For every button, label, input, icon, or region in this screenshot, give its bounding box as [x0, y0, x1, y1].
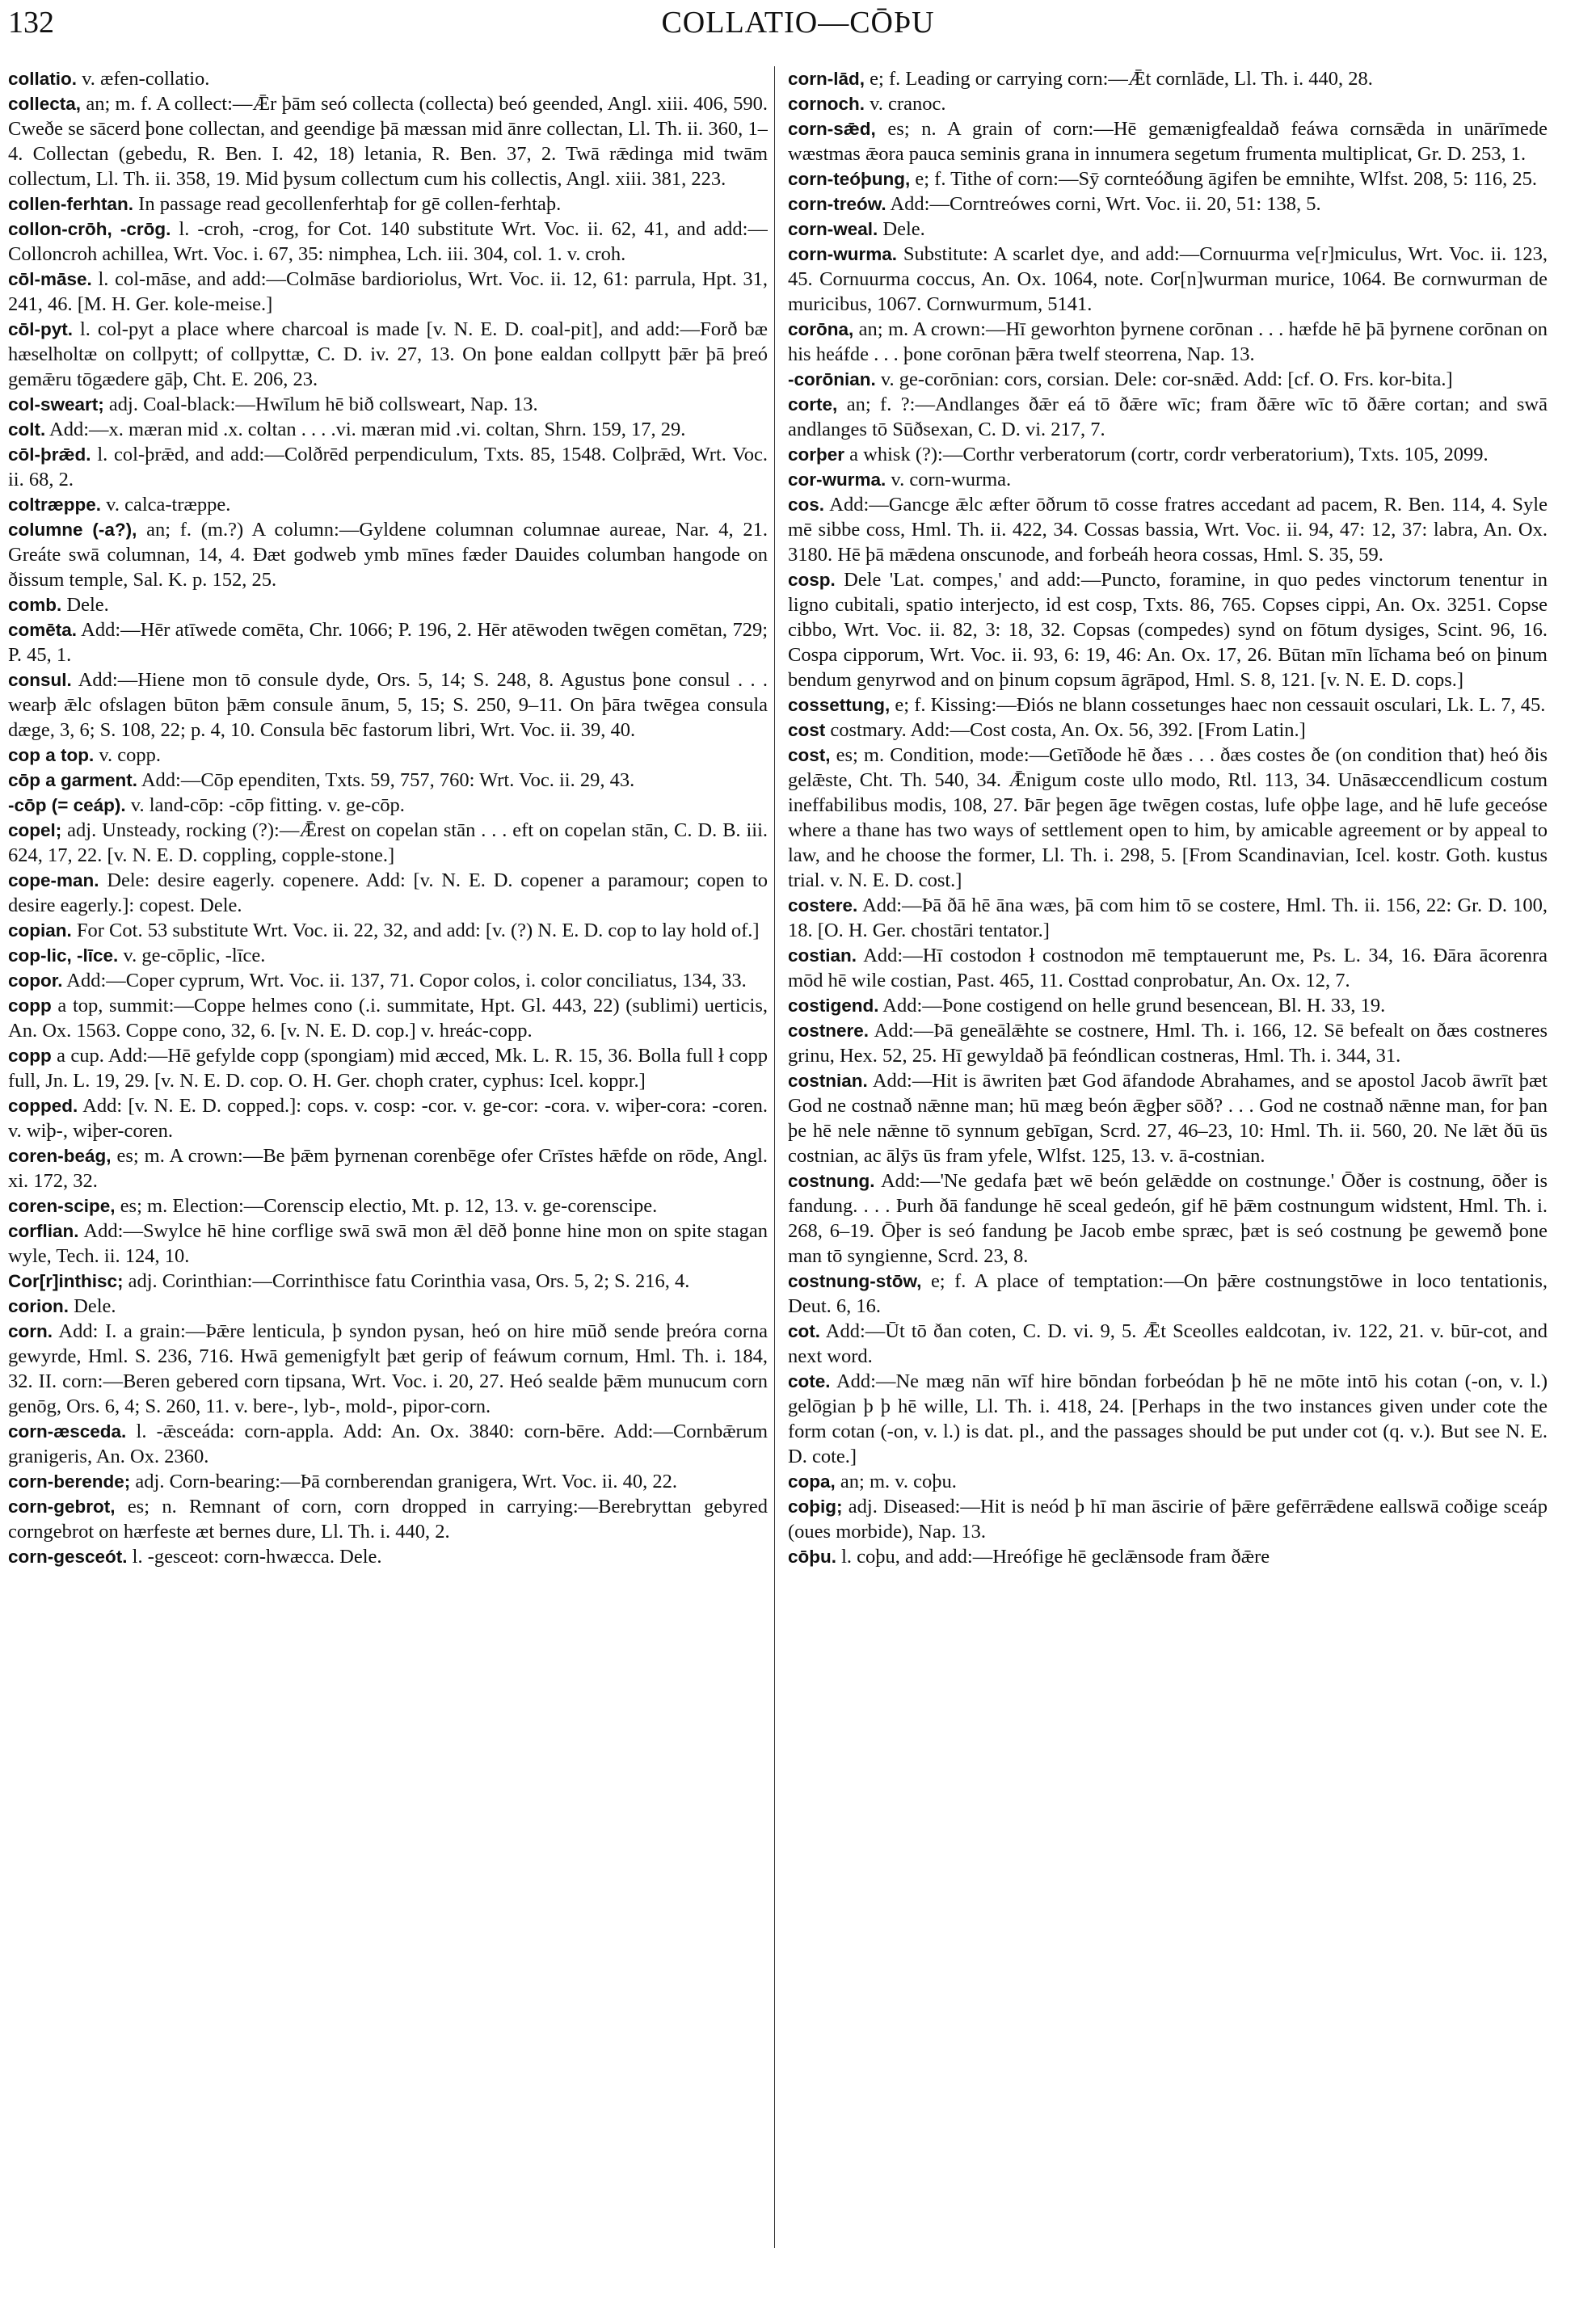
- entry-definition: Add:—Þā geneālǣhte se costnere, Hml. Th. i. 166, 12. Sē befealt on ðæs costneres grinu, Hex. 52, 25. Hī gewyldað þā feóndlican costneras, Hml. Th. i. 344, 31.: [788, 1020, 1548, 1067]
- entry-headword: corn-gesceót.: [8, 1547, 128, 1567]
- entry-headword: cost: [788, 720, 826, 740]
- dictionary-entry: [788, 993, 1548, 1018]
- entry-definition: costmary. Add:—Cost costa, An. Ox. 56, 392. [From Latin.]: [830, 719, 1306, 741]
- dictionary-entry: [788, 116, 1548, 166]
- entry-definition: adj. Corinthian:—Corrinthisce fatu Corinthia vasa, Ors. 5, 2; S. 216, 4.: [128, 1270, 690, 1292]
- dictionary-entry: [788, 1469, 1548, 1494]
- entry-definition: In passage read gecollenferhtaþ for gē collen-ferhtaþ.: [138, 193, 562, 215]
- entry-headword: columne (-a?),: [8, 520, 137, 540]
- entry-definition: e; f. A place of temptation:—On þǣre costnungstōwe in loco tentationis, Deut. 6, 16.: [788, 1270, 1548, 1317]
- entry-headword: corn-æsceda.: [8, 1421, 127, 1442]
- entry-headword: corflian.: [8, 1221, 79, 1241]
- entry-headword: colt.: [8, 419, 46, 440]
- entry-definition: Dele: desire eagerly. copenere. Add: [v. N. E. D. copener a paramour; copen to desire eagerly.]: copest. Dele.: [8, 869, 768, 916]
- dictionary-entry: [8, 793, 768, 818]
- dictionary-entry: [8, 1219, 768, 1269]
- entry-headword: cote.: [788, 1371, 831, 1391]
- entry-definition: l. -gesceot: corn-hwæcca. Dele.: [132, 1546, 382, 1568]
- entry-headword: costigend.: [788, 996, 879, 1016]
- entry-headword: cōl-þrǣd.: [8, 444, 91, 465]
- entry-headword: Cor[r]inthisc;: [8, 1271, 124, 1291]
- entry-headword: corn-teóþung,: [788, 169, 911, 189]
- entry-definition: Dele 'Lat. compes,' and add:—Puncto, foramine, in quo pedes vinctorum tenentur in ligno cubitali, spatio interjecto, id est cosp, Txts. 86, 765. Copses cippi, An. Ox. 3251. Copse cibbo, Wrt. Voc. ii. 82, 3: 18, 32. Copsas (compedes) synd on fōtum dysiges, Scint. 96, 16. Cospa cipporum, Wrt. Voc. ii. 93, 6: 19, 46: An. Ox. 17, 26. Būtan mīn līchama beó on þinum bendum genyrwod and on þinum copsum āgrāpod, Hml. S. 8, 121. [v. N. E. D. cops.]: [788, 569, 1548, 691]
- dictionary-entry: [788, 692, 1548, 718]
- entry-definition: Add:—Hit is āwriten þæt God āfandode Abrahames, and se apostol Jacob āwrīt þæt God ne costnað nǣnne man; hū mæg beón ǣgþer sōð? . . . God ne costnað nǣnne man, for þan þe hē nele nǣnne tō synnum gebīgan, Scrd. 27, 46–23, 10: Hml. Th. ii. 560, 20. Ne lǣt ðū ūs costnian, ac ālȳs ūs fram yfele, Wlfst. 125, 13. v. ā-costnian.: [788, 1070, 1548, 1167]
- dictionary-entry: [788, 317, 1548, 367]
- entry-definition: l. col-pyt a place where charcoal is made [v. N. E. D. coal-pit], and add:—Forð bæ hæselholtæ on collpytt; of collpyttæ, C. D. iv. 27, 13. On þone ealdan collpytt þǣr þā þreó gemǣru tōgædere gāþ, Cht. E. 206, 23.: [8, 318, 768, 390]
- entry-headword: consul.: [8, 670, 72, 690]
- entry-headword: cōl-māse.: [8, 269, 92, 289]
- entry-definition: v. æfen-collatio.: [82, 68, 210, 90]
- entry-headword: costere.: [788, 895, 858, 916]
- entry-headword: cost,: [788, 745, 831, 765]
- dictionary-entry: [8, 818, 768, 868]
- entry-definition: Add:—Gancge ǣlc æfter ōðrum tō cosse fratres accedant ad pacem, R. Ben. 114, 4. Syle mē sibbe coss, Hml. Th. ii. 422, 34. Cossas bassia, Wrt. Voc. ii. 94, 47: 12, 37: labra, An. Ox. 3180. Hē þā mǣdena onscunode, and forbeáh heora cossas, Hml. S. 35, 59.: [788, 494, 1548, 566]
- dictionary-entry: [8, 768, 768, 793]
- dictionary-entry: [8, 1469, 768, 1494]
- dictionary-entry: [8, 442, 768, 492]
- entry-headword: copor.: [8, 970, 63, 991]
- dictionary-entry: [788, 1319, 1548, 1369]
- left-column: [8, 66, 768, 2296]
- entry-headword: corion.: [8, 1296, 69, 1316]
- right-column: [788, 66, 1548, 2296]
- dictionary-entry: [8, 1494, 768, 1544]
- entry-headword: coren-beág,: [8, 1146, 112, 1166]
- dictionary-entry: [788, 367, 1548, 392]
- entry-headword: cot.: [788, 1321, 821, 1341]
- dictionary-entry: [788, 567, 1548, 692]
- dictionary-entry: [8, 66, 768, 91]
- entry-definition: v. corn-wurma.: [891, 469, 1012, 490]
- entry-headword: comb.: [8, 595, 62, 615]
- page-number: 132: [8, 6, 54, 40]
- entry-definition: adj. Corn-bearing:—Þā cornberendan granigera, Wrt. Voc. ii. 40, 22.: [135, 1471, 677, 1492]
- entry-definition: es; m. Condition, mode:—Getīðode hē ðæs . . . ðæs costes ðe (on condition that) heó ðis gelǣste, Cht. Th. 540, 34. Ǣnigum coste ullo modo, Rtl. 113, 34. Unāsæccendlicum costum ineffabilibus modis, 108, 27. Þār þegen āge twēgen costas, lufe oþþe lage, and hē lufe geceóse where a thane has two ways of settlement open to him, by amicable agreement or by appeal to law, and he choose the former, Ll. Th. i. 298, 5. [From Scandinavian, Icel. kostr. Goth. kustus trial. v. N. E. D. cost.]: [788, 744, 1548, 891]
- entry-headword: costnung-stōw,: [788, 1271, 922, 1291]
- entry-headword: cop-lic, -līce.: [8, 945, 119, 966]
- dictionary-entry: [8, 1419, 768, 1469]
- entry-definition: Add:—Coper cyprum, Wrt. Voc. ii. 137, 71. Copor colos, i. color conciliatus, 134, 33.: [66, 970, 747, 991]
- dictionary-entry: [788, 1018, 1548, 1068]
- entry-headword: -cōp (= ceáp).: [8, 795, 126, 815]
- entry-definition: Add:—Hī costodon ł costnodon mē temptauerunt me, Ps. L. 34, 16. Ðāra ācorenra mōd hē wile costian, Past. 465, 11. Costtad conprobatur, An. Ox. 12, 7.: [788, 945, 1548, 991]
- entry-headword: copian.: [8, 920, 72, 941]
- entry-definition: Add:—Ūt tō ðan coten, C. D. vi. 9, 5. Ǣt Sceolles ealdcotan, iv. 122, 21. v. būr-cot, and next word.: [788, 1320, 1548, 1367]
- dictionary-entry: [8, 91, 768, 192]
- entry-definition: Add: I. a grain:—Þǣre lenticula, þ syndon pysan, heó on hire mūð sende þreóra corna gewyrde, Hml. S. 236, 716. Hwā gemenigfylt þæt gerip of feáwum cornum, Hml. Th. i. 184, 32. II. corn:—Beren gebered corn tipsana, Wrt. Voc. i. 20, 27. Heó sealde þǣm munucum corn genōg, Ors. 6, 4; S. 260, 11. v. bere-, lyb-, mold-, pipor-corn.: [8, 1320, 768, 1417]
- entry-headword: corn-wurma.: [788, 244, 898, 264]
- entry-headword: collatio.: [8, 69, 78, 89]
- dictionary-entry: [8, 968, 768, 993]
- entry-definition: an; f. (m.?) A column:—Gyldene columnan columnae aureae, Nar. 4, 21. Greáte swā columnan, 14, 4. Ðæt godweb ymb mīnes fæder Dauides columban hangode on ðissum temple, Sal. K. p. 152, 25.: [8, 519, 768, 591]
- dictionary-entry: [8, 743, 768, 768]
- dictionary-entry: [788, 66, 1548, 91]
- dictionary-entry: [8, 317, 768, 392]
- entry-headword: corn.: [8, 1321, 53, 1341]
- dictionary-entry: [8, 943, 768, 968]
- dictionary-entry: [788, 1068, 1548, 1168]
- entry-headword: -corōnian.: [788, 369, 876, 389]
- dictionary-entry: [8, 1043, 768, 1093]
- entry-headword: costian.: [788, 945, 857, 966]
- entry-definition: l. col-þrǣd, and add:—Colðrēd perpendiculum, Txts. 85, 1548. Colþrǣd, Wrt. Voc. ii. 68, 2.: [8, 444, 768, 490]
- entry-definition: an; f. ?:—Andlanges ðǣr eá tō ðǣre wīc; fram ðǣre wīc tō ðǣre cortan; and swā andlanges tō Sūðsexan, C. D. vi. 217, 7.: [788, 394, 1548, 440]
- dictionary-entry: [788, 192, 1548, 217]
- dictionary-entry: [8, 517, 768, 592]
- entry-definition: an; m. v. coþu.: [840, 1471, 957, 1492]
- entry-definition: Add:—Cōp ependiten, Txts. 59, 757, 760: Wrt. Voc. ii. 29, 43.: [141, 769, 635, 791]
- dictionary-entry: [788, 893, 1548, 943]
- dictionary-entry: [788, 242, 1548, 317]
- entry-headword: copp: [8, 1046, 52, 1066]
- entry-headword: cop a top.: [8, 745, 95, 765]
- entry-headword: corn-sǣd,: [788, 119, 876, 139]
- dictionary-entry: [8, 993, 768, 1043]
- dictionary-entry: [8, 918, 768, 943]
- entry-headword: coltræppe.: [8, 495, 102, 515]
- entry-definition: Dele.: [882, 218, 925, 240]
- entry-definition: e; f. Kissing:—Ðiós ne blann cossetunges haec non cessauit osculari, Lk. L. 7, 45.: [895, 694, 1546, 716]
- entry-definition: Add:—Hiene mon tō consule dyde, Ors. 5, 14; S. 248, 8. Agustus þone consul . . . wearþ ǣlc ofslagen būton þǣm consule ānum, 5, 15; S. 250, 9–11. On þāra twēgea consula dæge, 3, 6; S. 108, 22; p. 4, 10. Consula bēc fastorum libri, Wrt. Voc. ii. 39, 40.: [8, 669, 768, 741]
- entry-definition: Substitute: A scarlet dye, and add:—Cornuurma ve[r]miculus, Wrt. Voc. ii. 123, 45. Cornuurma coccus, An. Ox. 1064, note. Cor[n]wurman murice, 1064. Be cornwurman de muricibus, 1067. Cornwurmum, 5141.: [788, 243, 1548, 315]
- entry-definition: an; m. f. A collect:—Ǣr þām seó collecta (collecta) beó geended, Angl. xiii. 406, 590. Cweðe se sācerd þone collectan, and geendige þā mæssan mid ānre collectan, Ll. Th. ii. 360, 1–4. Collectan (gebedu, R. Ben. I. 42, 18) letania, R. Ben. 37, 2. Twā rǣdinga mid twām collectum, Ll. Th. ii. 358, 19. Mid þysum collectum cum his collectis, Angl. xiii. 381, 223.: [8, 93, 768, 190]
- dictionary-entry: [8, 1544, 768, 1569]
- dictionary-entry: [8, 392, 768, 417]
- dictionary-entry: [8, 1269, 768, 1294]
- entry-definition: v. cranoc.: [870, 93, 946, 115]
- entry-headword: corn-lād,: [788, 69, 865, 89]
- entry-definition: es; n. A grain of corn:—Hē gemænigfealdað feáwa cornsǣda in unārīmede wæstmas ǣora pauca seminis grana in innumera segetum frumenta multiplicat, Gr. D. 253, 1.: [788, 118, 1548, 165]
- dictionary-entry: [8, 267, 768, 317]
- entry-definition: an; m. A crown:—Hī geworhton þyrnene corōnan . . . hæfde hē þā þyrnene corōnan on his heáfde . . . þone corōnan þǣra twelf steorrena, Nap. 13.: [788, 318, 1548, 365]
- entry-definition: es; n. Remnant of corn, corn dropped in carrying:—Berebryttan gebyred corngebrot on hærfeste æt bernes dure, Ll. Th. i. 440, 2.: [8, 1496, 768, 1543]
- dictionary-entry: [788, 392, 1548, 442]
- dictionary-entry: [8, 192, 768, 217]
- entry-headword: corþer: [788, 444, 845, 465]
- dictionary-entry: [8, 492, 768, 517]
- entry-headword: copel;: [8, 820, 62, 840]
- dictionary-entry: [788, 91, 1548, 116]
- entry-headword: collon-crōh, -crōg.: [8, 219, 171, 239]
- entry-definition: es; m. A crown:—Be þǣm þyrnenan corenbēge ofer Crīstes hǣfde on rōde, Angl. xi. 172, 32.: [8, 1145, 768, 1192]
- dictionary-entry: [788, 1269, 1548, 1319]
- dictionary-entry: [788, 166, 1548, 192]
- entry-definition: Add:—Hēr atīwede comēta, Chr. 1066; P. 196, 2. Hēr atēwoden twēgen comētan, 729; P. 45, 1.: [8, 619, 768, 666]
- entry-headword: cope-man.: [8, 870, 99, 890]
- entry-headword: corōna,: [788, 319, 854, 339]
- dictionary-entry: [8, 667, 768, 743]
- entry-headword: cos.: [788, 495, 825, 515]
- entry-headword: corn-weal.: [788, 219, 878, 239]
- entry-headword: copp: [8, 996, 52, 1016]
- entry-definition: adj. Unsteady, rocking (?):—Ǣrest on copelan stān . . . eft on copelan stān, C. D. B. iii. 624, 17, 22. [v. N. E. D. coppling, copple-stone.]: [8, 819, 768, 866]
- entry-definition: Add:—Swylce hē hine corflige swā swā mon ǣl dēð þonne hine mon on spite stagan wyle, Tech. ii. 124, 10.: [8, 1220, 768, 1267]
- entry-headword: cornoch.: [788, 94, 865, 114]
- entry-definition: adj. Diseased:—Hit is neód þ hī man āscirie of þǣre gefērrǣdene eallswā coðige sceáp (oues morbide), Nap. 13.: [788, 1496, 1548, 1543]
- entry-definition: l. -croh, -crog, for Cot. 140 substitute Wrt. Voc. ii. 62, 41, and add:—Colloncroh achillea, Wrt. Voc. i. 67, 35: nimphea, Lch. iii. 304, col. 1. v. croh.: [8, 218, 768, 265]
- dictionary-entry: [788, 943, 1548, 993]
- dictionary-entry: [8, 617, 768, 667]
- dictionary-entry: [8, 1143, 768, 1193]
- dictionary-entry: [788, 718, 1548, 743]
- entry-definition: v. calca-træppe.: [106, 494, 231, 516]
- dictionary-entry: [8, 217, 768, 267]
- entry-definition: Dele.: [74, 1295, 116, 1317]
- entry-definition: l. col-māse, and add:—Colmāse bardioriolus, Wrt. Voc. ii. 12, 61: parrula, Hpt. 31, 241, 46. [M. H. Ger. kole-meise.]: [8, 268, 768, 315]
- entry-headword: costnere.: [788, 1021, 870, 1041]
- dictionary-entry: [8, 1193, 768, 1219]
- running-head: COLLATIO—CŌÞU: [661, 6, 935, 40]
- entry-definition: v. land-cōp: -cōp fitting. v. ge-cōp.: [130, 794, 405, 816]
- entry-definition: adj. Coal-black:—Hwīlum hē bið collsweart, Nap. 13.: [108, 394, 538, 415]
- dictionary-entry: [788, 1544, 1548, 1569]
- entry-definition: es; m. Election:—Corenscip electio, Mt. p. 12, 13. v. ge-corenscipe.: [120, 1195, 658, 1217]
- dictionary-entry: [8, 417, 768, 442]
- dictionary-entry: [788, 1494, 1548, 1544]
- entry-definition: Add:—Þone costigend on helle grund besencean, Bl. H. 33, 19.: [882, 995, 1386, 1017]
- entry-definition: e; f. Tithe of corn:—Sȳ cornteóðung āgifen be emnihte, Wlfst. 208, 5: 116, 25.: [915, 168, 1537, 190]
- entry-definition: v. ge-corōnian: cors, corsian. Dele: cor-snǣd. Add: [cf. O. Frs. kor-bita.]: [880, 368, 1453, 390]
- dictionary-entry: [8, 868, 768, 918]
- dictionary-entry: [788, 217, 1548, 242]
- page-header: [8, 0, 1588, 42]
- dictionary-entry: [8, 1093, 768, 1143]
- entry-headword: collecta,: [8, 94, 82, 114]
- entry-headword: col-sweart;: [8, 394, 104, 415]
- entry-definition: Add: [v. N. E. D. copped.]: cops. v. cosp: -cor. v. ge-cor: -cora. v. wiþer-cora: -coren. v. wiþ-, wiþer-coren.: [8, 1095, 768, 1142]
- dictionary-entry: [8, 592, 768, 617]
- entry-definition: a top, summit:—Coppe helmes cono (.i. summitate, Hpt. Gl. 443, 22) (sublimi) uerticis, An. Ox. 1563. Coppe cono, 32, 6. [v. N. E. D. cop.] v. hreác-copp.: [8, 995, 768, 1042]
- dictionary-entry: [8, 1319, 768, 1419]
- entry-headword: cōþu.: [788, 1547, 836, 1567]
- entry-definition: a cup. Add:—Hē gefylde copp (spongiam) mid æcced, Mk. L. R. 15, 36. Bolla full ł copp full, Jn. L. 19, 29. [v. N. E. D. cop. O. H. Ger. choph crater, cyphus: Icel. koppr.]: [8, 1045, 768, 1092]
- dictionary-entry: [788, 442, 1548, 467]
- entry-definition: Add:—Ne mæg nān wīf hire bōndan forbeódan þ hē ne mōte intō his cotan (-on, v. l.) gelōgian þ þ hē wille, Ll. Th. i. 418, 24. [Perhaps in the two instances given under cote the form cotan (-on, v. l.) is dat. pl., and the passages should be put under cot (q. v.). But see N. E. D. cote.]: [788, 1370, 1548, 1467]
- entry-definition: v. ge-cōplic, -līce.: [123, 945, 266, 966]
- entry-headword: cosp.: [788, 570, 836, 590]
- entry-definition: For Cot. 53 substitute Wrt. Voc. ii. 22, 32, and add: [v. (?) N. E. D. cop to lay hold of.]: [76, 920, 760, 941]
- entry-definition: a whisk (?):—Corthr verberatorum (cortr, cordr verberatorium), Txts. 105, 2099.: [849, 444, 1489, 465]
- entry-definition: v. copp.: [99, 744, 162, 766]
- entry-headword: corn-gebrot,: [8, 1496, 116, 1517]
- entry-headword: cōp a garment.: [8, 770, 138, 790]
- entry-definition: l. coþu, and add:—Hreófige hē geclǣnsode fram ðǣre: [841, 1546, 1270, 1568]
- entry-headword: coren-scipe,: [8, 1196, 116, 1216]
- entry-headword: copped.: [8, 1096, 78, 1116]
- dictionary-entry: [788, 1168, 1548, 1269]
- entry-headword: cossettung,: [788, 695, 891, 715]
- entry-definition: Add:—Þā ðā hē āna wæs, þā com him tō se costere, Hml. Th. ii. 156, 22: Gr. D. 100, 18. [O. H. Ger. chostāri tentator.]: [788, 895, 1548, 941]
- dictionary-entry: [8, 1294, 768, 1319]
- entry-headword: comēta.: [8, 620, 78, 640]
- dictionary-entry: [788, 743, 1548, 893]
- dictionary-entry: [788, 492, 1548, 567]
- entry-definition: Add:—x. mæran mid .x. coltan . . . .vi. mæran mid .vi. coltan, Shrn. 159, 17, 29.: [49, 419, 686, 440]
- entry-headword: costnung.: [788, 1171, 875, 1191]
- entry-headword: cor-wurma.: [788, 469, 886, 490]
- entry-headword: collen-ferhtan.: [8, 194, 134, 214]
- entry-headword: corte,: [788, 394, 838, 415]
- entry-definition: l. -ǣsceáda: corn-appla. Add: An. Ox. 3840: corn-bēre. Add:—Cornbǣrum granigeris, An. Ox. 2360.: [8, 1421, 768, 1467]
- entry-definition: Add:—'Ne gedafa þæt wē beón gelǣdde on costnunge.' Ōðer is costnung, ōðer is fandung. . . . Þurh ðā fandunge hē sceal gedeón, gif hē þǣm costnungum widstent, Hml. Th. i. 268, 6–19. Ōþer is seó fandung þe Jacob embe spræc, þæt is seó costnung þe gewemð þone man tō syngienne, Scrd. 23, 8.: [788, 1170, 1548, 1267]
- entry-headword: corn-berende;: [8, 1471, 131, 1492]
- entry-definition: e; f. Leading or carrying corn:—Ǣt cornlāde, Ll. Th. i. 440, 28.: [870, 68, 1373, 90]
- entry-headword: copa,: [788, 1471, 836, 1492]
- entry-headword: corn-treów.: [788, 194, 886, 214]
- entry-headword: cōl-pyt.: [8, 319, 74, 339]
- entry-definition: Dele.: [66, 594, 109, 616]
- column-divider: [774, 66, 775, 2248]
- entry-headword: coþig;: [788, 1496, 843, 1517]
- entry-definition: Add:—Corntreówes corni, Wrt. Voc. ii. 20, 51: 138, 5.: [890, 193, 1321, 215]
- dictionary-entry: [788, 1369, 1548, 1469]
- dictionary-entry: [788, 467, 1548, 492]
- entry-headword: costnian.: [788, 1071, 868, 1091]
